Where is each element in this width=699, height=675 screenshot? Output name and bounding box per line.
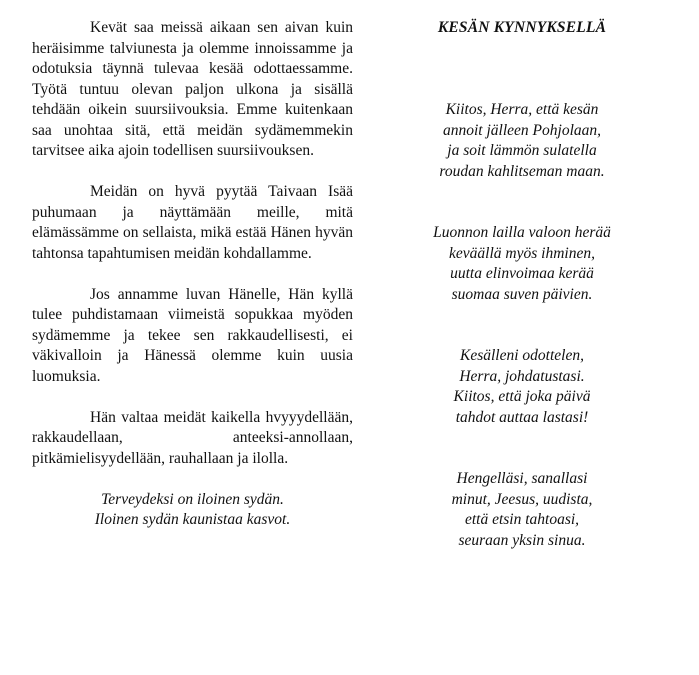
- closing-quote: [32, 490, 353, 531]
- article-paragraph-3: Jos annamme luvan Hänelle, Hän kyllä tulee puhdistamaan viimeistä sopukkaa myöden sydämemme ja tekee sen rakkaudellisesti, ei väkivalloin ja Hänessä olemme kuin uusia luomuksia.: [32, 285, 353, 385]
- poem-title: KESÄN KYNNYKSELLÄ: [437, 19, 607, 36]
- poem-line: ja soit lämmön sulatella: [447, 142, 597, 159]
- poem-column: [382, 18, 662, 551]
- poem-line: roudan kahlitseman maan.: [439, 162, 605, 180]
- poem-line: annoit jälleen Pohjolaan,: [443, 121, 601, 139]
- article-paragraph-4: Hän valtaa meidät kaikella hvyyydellään, rakkaudellaan, anteeksi-annollaan, pitkämielisyydellään, rauhallaan ja ilolla.: [32, 408, 353, 467]
- quote-line-1: Terveydeksi on iloinen sydän.: [101, 490, 284, 508]
- article-column: [32, 18, 353, 531]
- poem-line: Kiitos, että joka päivä: [453, 388, 591, 405]
- poem-line: seuraan yksin sinua.: [458, 531, 586, 549]
- article-paragraph-2: Meidän on hyvä pyytää Taivaan Isää puhumaan ja näyttämään meille, mitä elämässämme on sellaista, mikä estää Hänen hyvän tahtonsa tapahtumisen meidän kohdallamme.: [32, 183, 353, 262]
- poem-line: Kesälleni odottelen,: [460, 347, 584, 364]
- poem-stanza-2: [382, 223, 662, 305]
- poem-line: Luonnon lailla valoon herää: [433, 224, 611, 241]
- poem-line: tahdot auttaa lastasi!: [455, 408, 589, 426]
- poem-line: suomaa suven päivien.: [451, 285, 593, 303]
- poem-line: että etsin tahtoasi,: [464, 511, 580, 528]
- poem-line: uutta elinvoimaa kerää: [450, 265, 594, 282]
- quote-line-2: Iloinen sydän kaunistaa kasvot.: [94, 511, 291, 528]
- poem-stanza-1: [382, 100, 662, 182]
- article-paragraph-1: Kevät saa meissä aikaan sen aivan kuin heräisimme talviunesta ja olemme innoissamme ja odotuksia täynnä tulevaa kesää odottaessamme. Työtä tuntuu olevan paljon ulkona ja sisällä tehdään oikein suursiivouksia. Emme kuitenkaan saa unohtaa sitä, että meidän sydämemmekin tarvitsee aika ajoin todellisen suursiivouksen.: [32, 19, 353, 159]
- poem-line: keväällä myös ihminen,: [449, 244, 595, 262]
- poem-line: Herra, johdatustasi.: [459, 367, 585, 385]
- poem-line: minut, Jeesus, uudista,: [451, 490, 593, 508]
- poem-stanza-3: [382, 346, 662, 428]
- poem-stanza-4: [382, 469, 662, 551]
- poem-line: Hengelläsi, sanallasi: [456, 470, 588, 487]
- poem-line: Kiitos, Herra, että kesän: [445, 101, 599, 118]
